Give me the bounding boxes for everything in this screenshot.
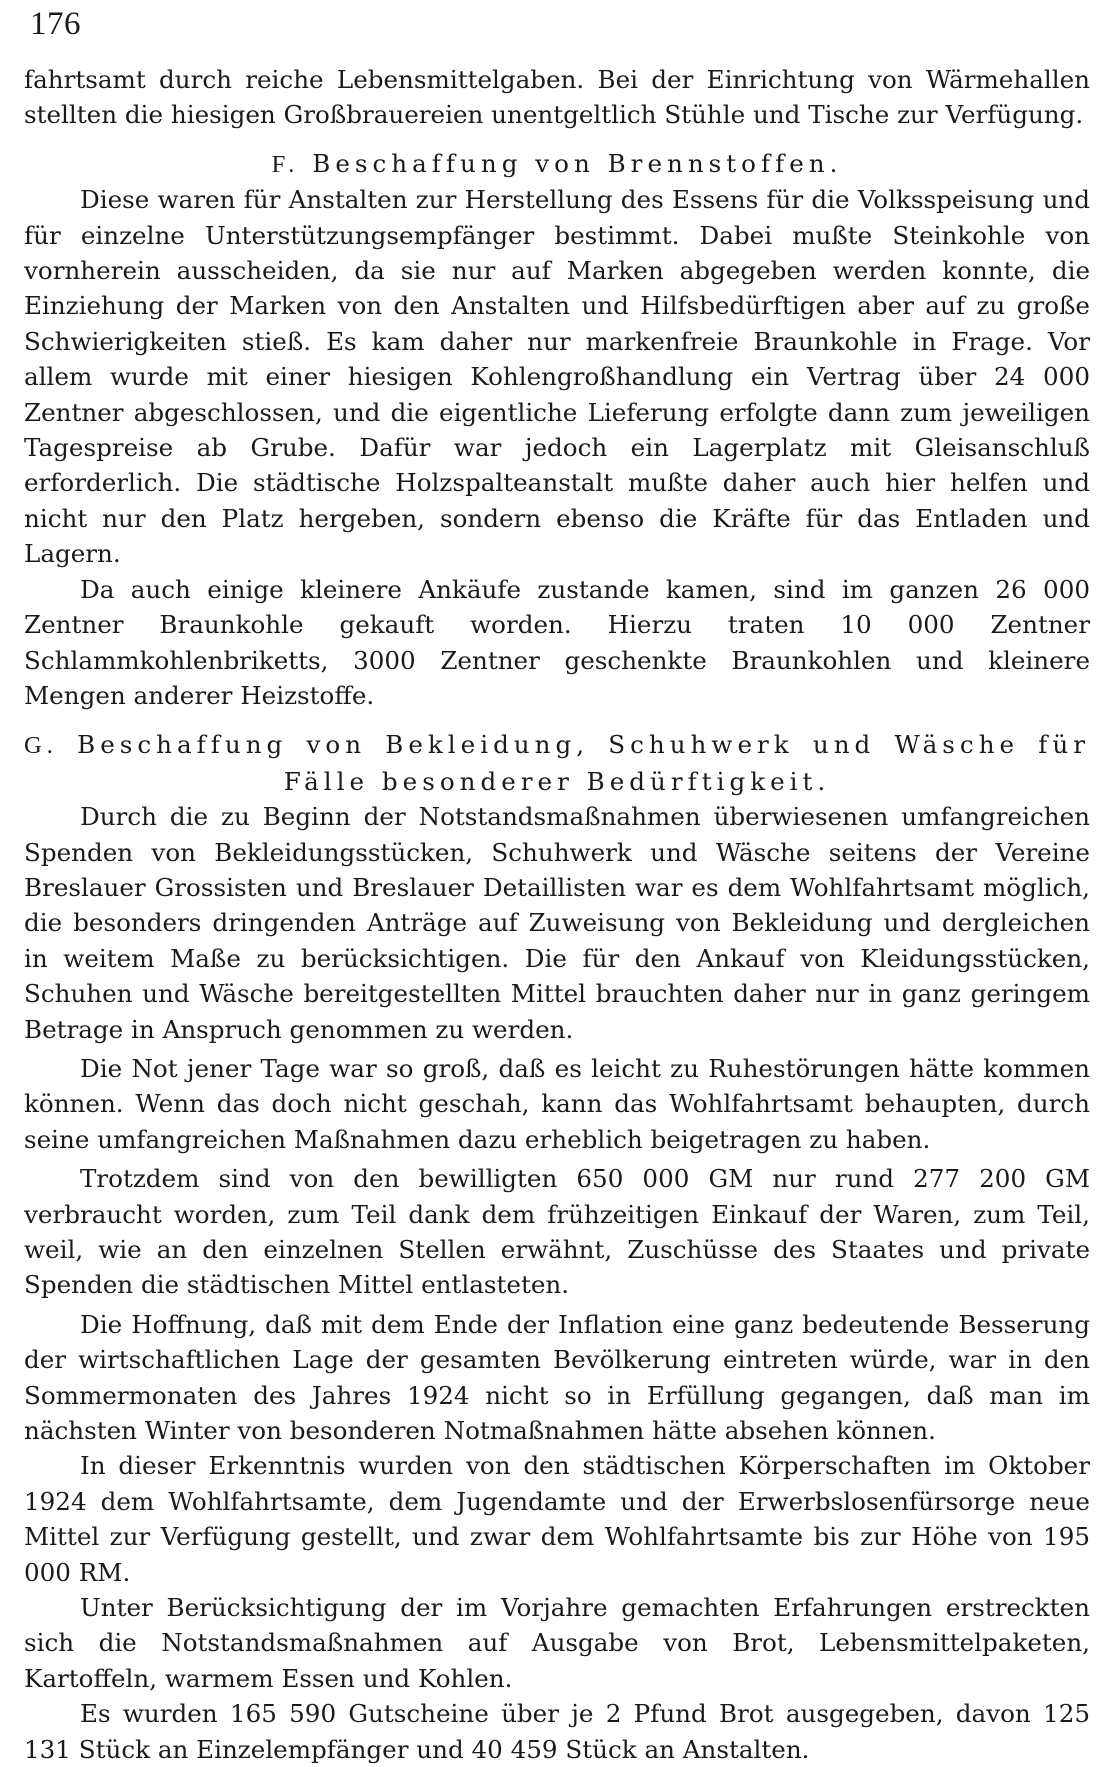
continued-paragraph: fahrtsamt durch reiche Lebensmittelgaben. Bei der Einrichtung von Wärmehallen stellten die hiesigen Großbrauereien unentgeltlich Stühle und Tische zur Verfügung. xyxy=(24,65,1090,130)
section-f-letter: F. xyxy=(271,150,300,178)
page-body xyxy=(24,62,1090,1767)
paragraph: Unter Berücksichtigung der im Vorjahre gemachten Erfahrungen erstreckten sich die Notstandsmaßnahmen auf Ausgabe von Brot, Lebensmittelpaketen, Kartoffeln, warmem Essen und Kohlen. xyxy=(24,1593,1090,1693)
section-f-heading xyxy=(24,146,1090,182)
paragraph: Trotzdem sind von den bewilligten 650 000 GM nur rund 277 200 GM verbraucht worden, zum Teil dank dem frühzeitigen Einkauf der Waren, zum Teil, weil, wie an den einzelnen Stellen erwähnt, Zuschüsse des Staates und private Spenden die städtischen Mittel entlasteten. xyxy=(24,1164,1090,1300)
page-number: 176 xyxy=(30,6,81,42)
paragraph: Diese waren für Anstalten zur Herstellung des Essens für die Volksspeisung und für einzelne Unterstützungsempfänger bestimmt. Dabei mußte Steinkohle von vornherein ausscheiden, da sie nur auf Marken abgegeben werden konnte, die Einziehung der Marken von den Anstalten und Hilfsbedürftigen aber auf zu große Schwierigkeiten stieß. Es kam daher nur markenfreie Braunkohle in Frage. Vor allem wurde mit einer hiesigen Kohlengroßhandlung ein Vertrag über 24 000 Zentner abgeschlossen, und die eigentliche Lieferung erfolgte dann zum jeweiligen Tagespreise ab Grube. Dafür war jedoch ein Lagerplatz mit Gleisanschluß erforderlich. Die städtische Holzspalteanstalt mußte daher auch hier helfen und nicht nur den Platz hergeben, sondern ebenso die Kräfte für das Entladen und Lagern. xyxy=(24,185,1090,569)
paragraph: Die Hoffnung, daß mit dem Ende der Inflation eine ganz bedeutende Besserung der wirtschaftlichen Lage der gesamten Bevölkerung eintreten würde, war in den Sommermonaten des Jahres 1924 nicht so in Erfüllung gegangen, daß man im nächsten Winter von besonderen Notmaßnahmen hätte absehen können. xyxy=(24,1309,1090,1446)
paragraph: Es wurden 165 590 Gutscheine über je 2 Pfund Brot ausgegeben, davon 125 131 Stück an Einzelempfänger und 40 459 Stück an Anstalten. xyxy=(24,1699,1090,1764)
section-f-title: Beschaffung von Brennstoffen. xyxy=(312,148,843,178)
document-page xyxy=(24,0,1090,1764)
paragraph: Durch die zu Beginn der Notstandsmaßnahmen überwiesenen umfangreichen Spenden von Bekleidungsstücken, Schuhwerk und Wäsche seitens der Vereine Breslauer Grossisten und Breslauer Detaillisten war es dem Wohlfahrtsamt möglich, die besonders dringenden Anträge auf Zuweisung von Bekleidung und dergleichen in weitem Maße zu berücksichtigen. Die für den Ankauf von Kleidungsstücken, Schuhen und Wäsche bereitgestellten Mittel brauchten daher nur in ganz geringem Betrage in Anspruch genommen zu werden. xyxy=(24,802,1090,1044)
paragraph: In dieser Erkenntnis wurden von den städtischen Körperschaften im Oktober 1924 dem Wohlfahrtsamte, dem Jugendamte und der Erwerbslosenfürsorge neue Mittel zur Verfügung gestellt, und zwar dem Wohlfahrtsamte bis zur Höhe von 195 000 RM. xyxy=(24,1451,1090,1587)
paragraph: Da auch einige kleinere Ankäufe zustande kamen, sind im ganzen 26 000 Zentner Braunkohle gekauft worden. Hierzu traten 10 000 Zentner Schlammkohlenbriketts, 3000 Zentner geschenkte Braunkohlen und kleinere Mengen anderer Heizstoffe. xyxy=(24,574,1090,710)
section-g-letter: G. xyxy=(24,732,58,760)
section-g-title: Beschaffung von Bekleidung, Schuhwerk und Wäsche für Fälle besonderer Bedürftigkeit. xyxy=(77,730,1090,796)
section-g-heading xyxy=(24,727,1090,799)
paragraph: Die Not jener Tage war so groß, daß es leicht zu Ruhestörungen hätte kommen können. Wenn das doch nicht geschah, kann das Wohlfahrtsamt behaupten, durch seine umfangreichen Maßnahmen dazu erheblich beigetragen zu haben. xyxy=(24,1053,1090,1154)
